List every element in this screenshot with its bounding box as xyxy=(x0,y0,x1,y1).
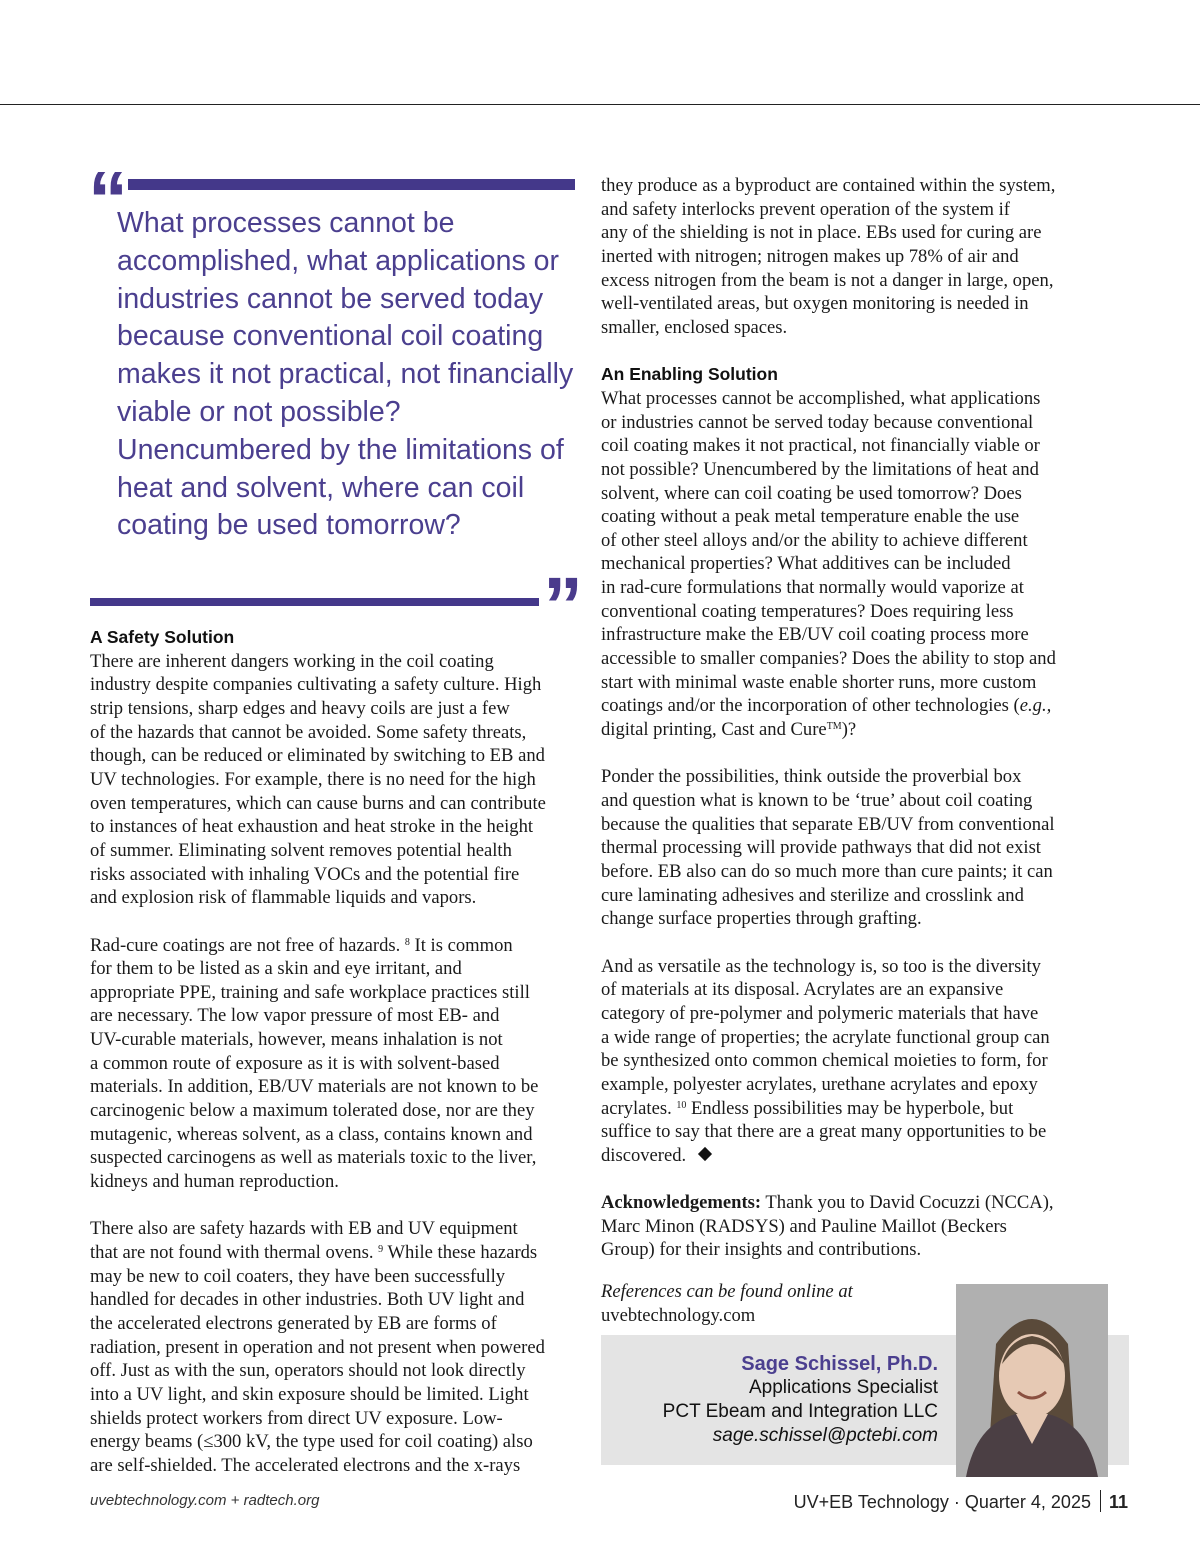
pull-quote-top-bar xyxy=(128,179,575,190)
text-line: kidneys and human reproduction. xyxy=(90,1171,339,1193)
footer-divider xyxy=(1100,1490,1101,1512)
text-line: appropriate PPE, training and safe workplace practices still xyxy=(90,981,530,1003)
text-line: and safety interlocks prevent operation of the system if xyxy=(601,198,1010,220)
pull-quote xyxy=(117,205,577,545)
text-line: carcinogenic below a maximum tolerated dose, nor are they xyxy=(90,1100,535,1122)
references-url[interactable]: uvebtechnology.com xyxy=(601,1304,756,1326)
text-line: well-ventilated areas, but oxygen monitoring is needed in xyxy=(601,293,1029,315)
text-line: and question what is known to be ‘true’ about coil coating xyxy=(601,790,1033,812)
text-line: of the hazards that cannot be avoided. Some safety threats, xyxy=(90,721,527,743)
publication-issue: UV+EB Technology · Quarter 4, 2025 xyxy=(793,1492,1091,1512)
references-note xyxy=(601,1280,951,1327)
text-line: Group) for their insights and contributions. xyxy=(601,1239,922,1261)
text-line: energy beams (≤300 kV, the type used for coil coating) also xyxy=(90,1431,533,1453)
text-line: before. EB also can do so much more than cure paints; it can xyxy=(601,861,1053,882)
text-line: to instances of heat exhaustion and heat stroke in the height xyxy=(90,816,534,838)
text-line: cure laminating adhesives and sterilize and crosslink and xyxy=(601,884,1024,906)
text-line: coating without a peak metal temperature enable the use xyxy=(601,506,1020,528)
text-line: coatings and/or the incorporation of other technologies (e.g., xyxy=(601,695,1052,717)
text-line: smaller, enclosed spaces. xyxy=(601,316,788,338)
text-line: inerted with nitrogen; nitrogen makes up 78% of air and xyxy=(601,245,1019,267)
pull-quote-bottom-bar xyxy=(90,598,539,606)
text-line: of summer. Eliminating solvent removes potential health xyxy=(90,839,512,861)
footnote-ref[interactable]: 9 xyxy=(378,1244,384,1256)
text-line: mechanical properties? What additives can be included xyxy=(601,553,1011,575)
paragraph xyxy=(601,955,1096,1168)
text-line: start with minimal waste enable shorter runs, more custom xyxy=(601,671,1037,693)
text-line: There also are safety hazards with EB and UV equipment xyxy=(90,1218,518,1240)
text-line: infrastructure make the EB/UV coil coating process more xyxy=(601,624,1029,646)
text-line: coil coating makes it not practical, not financially viable or xyxy=(601,435,1040,457)
author-photo xyxy=(956,1284,1108,1477)
author-title: Applications Specialist xyxy=(748,1377,938,1398)
text-line: digital printing, Cast and Cure™)? xyxy=(601,719,857,741)
text-line: Acknowledgements: Thank you to David Cocuzzi (NCCA), xyxy=(601,1192,1054,1214)
text-line: oven temperatures, which can cause burns and can contribute xyxy=(90,792,546,814)
header-rule xyxy=(0,104,1200,105)
text-line: of materials at its disposal. Acrylates are an expansive xyxy=(601,979,1004,1001)
text-line: for them to be listed as a skin and eye irritant, and xyxy=(90,958,462,980)
text-line: the accelerated electrons generated by EB are forms of xyxy=(90,1313,497,1334)
text-line: off. Just as with the sun, operators should not look directly xyxy=(90,1360,526,1382)
text-line: acrylates. $^{10}$ Endless possibilities may be hyperbole, but xyxy=(601,1097,1014,1119)
text-line: risks associated with inhaling VOCs and the potential fire xyxy=(90,863,520,885)
text-line: radiation, present in operation and not present when powered xyxy=(90,1336,545,1358)
text-line: into a UV light, and skin exposure should be limited. Light xyxy=(90,1383,529,1405)
text-line: discovered. xyxy=(601,1144,1096,1168)
text-line: a common route of exposure as it is with solvent-based xyxy=(90,1052,500,1074)
text-line: UV-curable materials, however, means inhalation is not xyxy=(90,1029,503,1051)
text-line: suspected carcinogens as well as materials toxic to the liver, xyxy=(90,1147,537,1169)
text-line: Rad-cure coatings are not free of hazards. $^8$ It is common xyxy=(90,934,513,956)
text-line: of other steel alloys and/or the ability to achieve different xyxy=(601,529,1028,551)
text-line: are self-shielded. The accelerated electrons and the x-rays xyxy=(90,1454,521,1476)
pull-quote-text: What processes cannot be accomplished, what applications or industries cannot be served today because conventional coil coating makes it not practical, not financially viable or not possible? Unencumbered by the limitations of heat and solvent, where can coil coating be used tomorrow? xyxy=(117,207,574,542)
author-company: PCT Ebeam and Integration LLC xyxy=(662,1401,938,1422)
text-line: may be new to coil coaters, they have been successfully xyxy=(90,1265,506,1287)
text-line: or industries cannot be served today because conventional xyxy=(601,411,1034,433)
section-heading-safety: A Safety Solution xyxy=(90,627,235,647)
footer-websites: uvebtechnology.com + radtech.org xyxy=(90,1492,320,1509)
text-line: category of pre-polymer and polymeric materials that have xyxy=(601,1002,1039,1024)
text-line: handled for decades in other industries. Both UV light and xyxy=(90,1289,525,1311)
open-quote-mark: “ xyxy=(88,155,122,244)
author-name: Sage Schissel, Ph.D. xyxy=(741,1353,938,1375)
text-line: be synthesized onto common chemical moieties to form, for xyxy=(601,1050,1048,1072)
text-line: strip tensions, sharp edges and heavy coils are just a few xyxy=(90,697,510,719)
trademark: TM xyxy=(826,721,842,733)
text-line: shields protect workers from direct UV exposure. Low- xyxy=(90,1407,503,1429)
text-line: change surface properties through grafting. xyxy=(601,908,922,930)
text-line: accessible to smaller companies? Does the ability to stop and xyxy=(601,648,1056,670)
text-line: Marc Minon (RADSYS) and Pauline Maillot (Beckers xyxy=(601,1215,1007,1237)
paragraph xyxy=(601,765,1096,931)
acknowledgements xyxy=(601,1191,1096,1262)
text-line: not possible? Unencumbered by the limitations of heat and xyxy=(601,458,1039,480)
footnote-ref[interactable]: 10 xyxy=(676,1099,687,1111)
text-line: are necessary. The low vapor pressure of most EB- and xyxy=(90,1005,500,1027)
text-line: excess nitrogen from the beam is not a danger in large, open, xyxy=(601,269,1054,291)
close-quote-mark: ” xyxy=(543,561,577,650)
text-line: UV technologies. For example, there is no need for the high xyxy=(90,768,536,790)
text-line: in rad-cure formulations that normally would vaporize at xyxy=(601,577,1024,599)
text-line: There are inherent dangers working in the coil coating xyxy=(90,650,494,672)
text-line: and explosion risk of flammable liquids and vapors. xyxy=(90,887,477,909)
author-info xyxy=(663,1352,938,1448)
paragraph xyxy=(90,650,590,910)
paragraph xyxy=(90,1217,590,1477)
text-line: any of the shielding is not in place. EBs used for curing are xyxy=(601,222,1042,244)
text-line: mutagenic, whereas solvent, as a class, contains known and xyxy=(90,1123,533,1145)
left-column xyxy=(90,626,590,1478)
text-line: example, polyester acrylates, urethane acrylates and epoxy xyxy=(601,1073,1038,1095)
text-line: a wide range of properties; the acrylate functional group can xyxy=(601,1026,1050,1048)
text-line: materials. In addition, EB/UV materials are not known to be xyxy=(90,1076,539,1098)
right-column xyxy=(601,174,1096,1262)
references-label: References can be found online at xyxy=(601,1281,853,1302)
page-number: 11 xyxy=(1108,1492,1128,1512)
text-line: industry despite companies cultivating a safety culture. High xyxy=(90,674,542,696)
text-line: though, can be reduced or eliminated by switching to EB and xyxy=(90,745,545,767)
author-email[interactable]: sage.schissel@pctebi.com xyxy=(712,1425,938,1446)
section-heading-enabling: An Enabling Solution xyxy=(601,364,778,385)
footnote-ref[interactable]: 8 xyxy=(404,936,410,948)
paragraph xyxy=(601,174,1096,340)
text-line: And as versatile as the technology is, so too is the diversity xyxy=(601,955,1041,977)
text-line: thermal processing will provide pathways that did not exist xyxy=(601,837,1041,859)
paragraph xyxy=(90,934,590,1194)
text-line: conventional coating temperatures? Does requiring less xyxy=(601,600,1014,622)
text-line: Ponder the possibilities, think outside the proverbial box xyxy=(601,766,1022,788)
text-line: suffice to say that there are a great many opportunities to be xyxy=(601,1121,1047,1143)
text-line: they produce as a byproduct are contained within the system, xyxy=(601,175,1056,196)
text-line: that are not found with thermal ovens. $^9$ While these hazards xyxy=(90,1242,538,1264)
footer-publication xyxy=(794,1490,1128,1513)
paragraph xyxy=(601,387,1096,742)
end-mark-diamond-icon xyxy=(698,1147,712,1161)
text-line: What processes cannot be accomplished, what applications xyxy=(601,387,1041,409)
text-line: because the qualities that separate EB/UV from conventional xyxy=(601,813,1055,835)
text-line: solvent, where can coil coating be used tomorrow? Does xyxy=(601,482,1022,504)
